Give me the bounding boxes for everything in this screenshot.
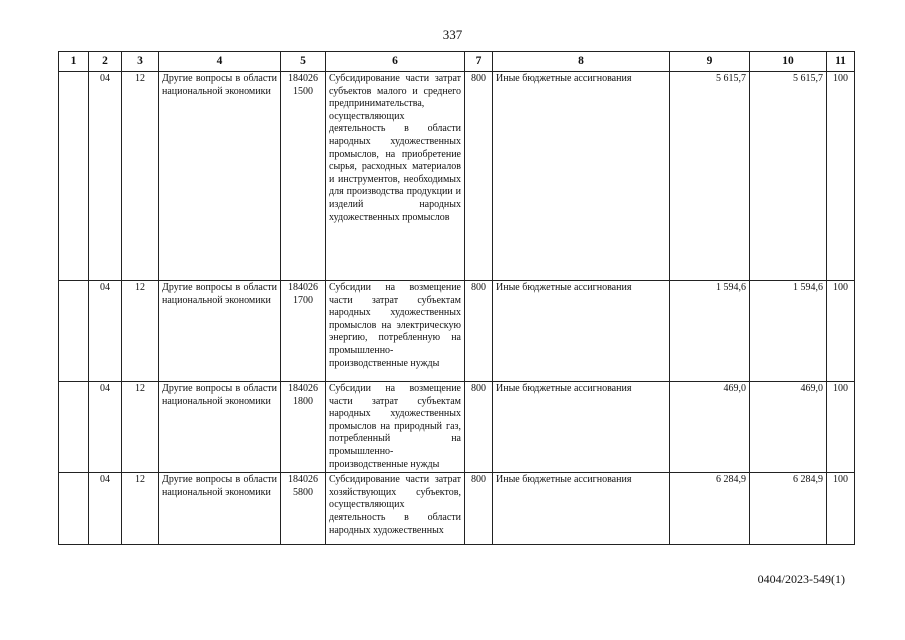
- cell-target-name: Субсидии на возмещение части затрат субъектам народных художественных промыслов на природный газ, потребленный на промышленно-производственные нужды: [326, 382, 465, 473]
- cell-percent: 100: [827, 281, 855, 382]
- cell-amount-plan: 1 594,6: [670, 281, 750, 382]
- column-header: 3: [122, 52, 159, 72]
- cell-amount-actual: 1 594,6: [750, 281, 827, 382]
- column-header: 9: [670, 52, 750, 72]
- document-code: 0404/2023-549(1): [757, 572, 845, 586]
- cell-section: 04: [89, 281, 122, 382]
- cell-expense-type-code: 800: [465, 382, 493, 473]
- cell-amount-actual: 6 284,9: [750, 473, 827, 545]
- cell-expense-type-name: Иные бюджетные ассигнования: [493, 382, 670, 473]
- column-header: 7: [465, 52, 493, 72]
- column-header: 8: [493, 52, 670, 72]
- page-number: 337: [442, 27, 463, 42]
- cell-expense-type-name: Иные бюджетные ассигнования: [493, 473, 670, 545]
- cell-subsection-name: Другие вопросы в области национальной экономики: [159, 281, 281, 382]
- cell-section: 04: [89, 473, 122, 545]
- cell-percent: 100: [827, 382, 855, 473]
- cell-target-code: 184026 1800: [281, 382, 326, 473]
- cell-expense-type-code: 800: [465, 473, 493, 545]
- column-header: 11: [827, 52, 855, 72]
- cell-section: 04: [89, 382, 122, 473]
- column-header: 4: [159, 52, 281, 72]
- cell-expense-type-name: Иные бюджетные ассигнования: [493, 72, 670, 281]
- cell-target-name: Субсидирование части затрат субъектов малого и среднего предпринимательства, осуществляющих деятельность в области народных художественных промыслов, на приобретение сырья, расходных материалов и инструментов, необходимых для производства продукции и изделий народных художественных промыслов: [326, 72, 465, 281]
- cell-subsection-name: Другие вопросы в области национальной экономики: [159, 473, 281, 545]
- cell-col1: [59, 382, 89, 473]
- cell-target-name: Субсидии на возмещение части затрат субъектам народных художественных промыслов на электрическую энергию, потребленную на промышленно-производственные нужды: [326, 281, 465, 382]
- cell-subsection: 12: [122, 281, 159, 382]
- cell-expense-type-code: 800: [465, 72, 493, 281]
- table-row: [59, 382, 855, 473]
- table-header-row: [59, 52, 855, 72]
- cell-subsection-name: Другие вопросы в области национальной экономики: [159, 72, 281, 281]
- cell-col1: [59, 473, 89, 545]
- cell-percent: 100: [827, 473, 855, 545]
- cell-amount-plan: 469,0: [670, 382, 750, 473]
- cell-subsection: 12: [122, 382, 159, 473]
- table-row: [59, 473, 855, 545]
- cell-subsection-name: Другие вопросы в области национальной экономики: [159, 382, 281, 473]
- cell-target-name: Субсидирование части затрат хозяйствующих субъектов, осуществляющих деятельность в области народных художественных: [326, 473, 465, 545]
- cell-percent: 100: [827, 72, 855, 281]
- cell-col1: [59, 72, 89, 281]
- cell-expense-type-name: Иные бюджетные ассигнования: [493, 281, 670, 382]
- cell-target-code: 184026 1500: [281, 72, 326, 281]
- cell-target-code: 184026 1700: [281, 281, 326, 382]
- cell-amount-plan: 5 615,7: [670, 72, 750, 281]
- column-header: 2: [89, 52, 122, 72]
- table-row: [59, 281, 855, 382]
- cell-subsection: 12: [122, 72, 159, 281]
- cell-subsection: 12: [122, 473, 159, 545]
- column-header: 5: [281, 52, 326, 72]
- cell-amount-actual: 5 615,7: [750, 72, 827, 281]
- table-row: [59, 72, 855, 281]
- cell-amount-plan: 6 284,9: [670, 473, 750, 545]
- cell-section: 04: [89, 72, 122, 281]
- column-header: 10: [750, 52, 827, 72]
- cell-col1: [59, 281, 89, 382]
- cell-expense-type-code: 800: [465, 281, 493, 382]
- column-header: 1: [59, 52, 89, 72]
- cell-target-code: 184026 5800: [281, 473, 326, 545]
- budget-table: [58, 51, 855, 545]
- column-header: 6: [326, 52, 465, 72]
- cell-amount-actual: 469,0: [750, 382, 827, 473]
